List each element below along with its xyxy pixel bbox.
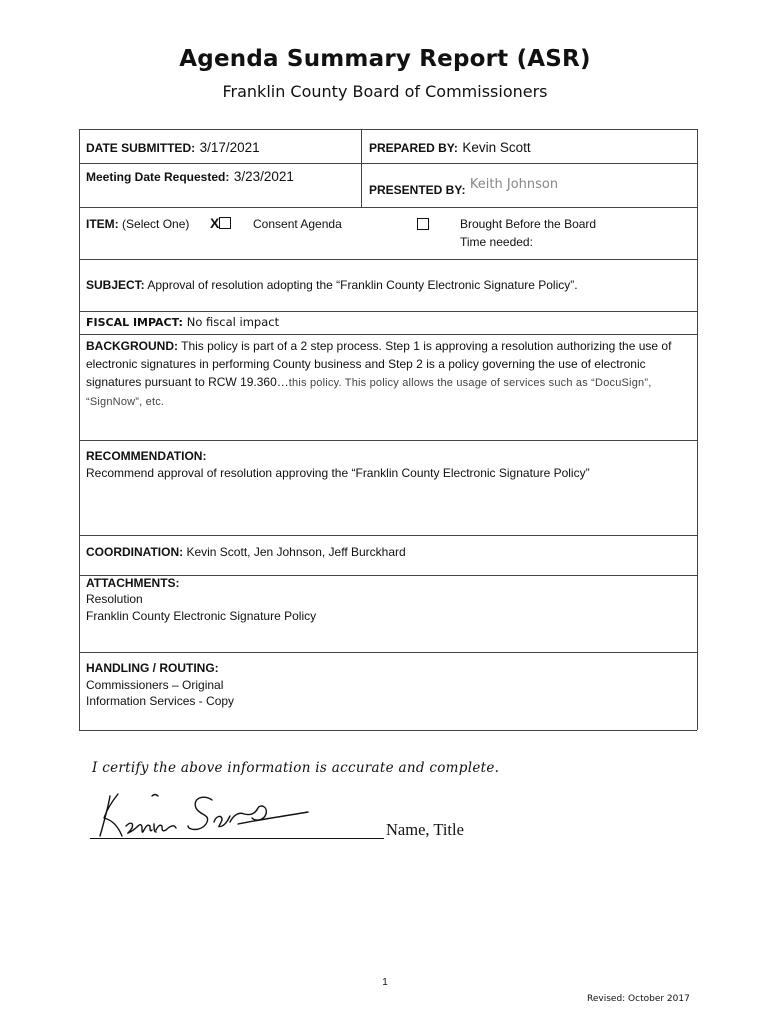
time-needed-label: Time needed: [460,235,533,249]
checkbox-mark: X [210,215,220,231]
prepared-by-label: PREPARED BY: [369,141,458,155]
background-text: This policy is part of a 2 step process. Step 1 is approving a resolution authorizing the use of electronic signatures in performing County business and Step 2 is a policy governing the use of electronic signatures pursuant to RCW 19.360… [86,339,672,389]
coordination-field [86,545,406,559]
table-divider [79,207,697,208]
handling-label: HANDLING / ROUTING: [86,661,219,675]
table-divider [79,163,697,164]
meeting-date-label: Meeting Date Requested: [86,170,230,184]
page-number: 1 [382,977,388,988]
attachment-item: Franklin County Electronic Signature Policy [86,609,317,623]
prepared-by-field [369,139,531,157]
brought-before-board-label: Brought Before the Board [460,217,597,231]
table-divider [79,440,697,441]
table-divider [79,334,697,335]
signature-line [90,838,384,839]
table-border-top [79,129,697,130]
page-title: Agenda Summary Report (ASR) [179,46,591,72]
background-field [86,337,694,411]
item-hint: (Select One) [122,217,190,231]
checkbox-icon [417,218,429,230]
background-label: BACKGROUND: [86,339,178,353]
page-subtitle: Franklin County Board of Commissioners [222,82,548,101]
checkbox-icon [219,217,231,229]
prepared-by-value: Kevin Scott [462,140,531,155]
subject-label: SUBJECT: [86,278,145,292]
certification-statement: I certify the above information is accurate and complete. [92,760,500,776]
date-submitted-value: 3/17/2021 [199,140,260,155]
presented-by-value: Keith Johnson [469,177,559,192]
date-submitted-label: DATE SUBMITTED: [86,141,196,155]
item-label: ITEM: [86,217,119,231]
table-divider [79,259,697,260]
consent-agenda-label: Consent Agenda [253,217,342,231]
consent-agenda-checkbox[interactable] [210,215,231,231]
fiscal-impact-label: FISCAL IMPACT: [86,316,183,329]
presented-by-label: PRESENTED BY: [369,183,466,197]
subject-field [86,278,578,292]
meeting-date-field [86,168,294,186]
subject-text: Approval of resolution adopting the “Franklin County Electronic Signature Policy”. [147,278,578,292]
recommendation-label: RECOMMENDATION: [86,449,207,463]
table-border-bottom [79,730,697,731]
handling-item: Commissioners – Original [86,678,224,692]
revised-date: Revised: October 2017 [587,994,690,1004]
name-title-label: Name, Title [386,820,464,839]
attachments-label: ATTACHMENTS: [86,576,180,590]
table-divider [79,652,697,653]
signature-image [88,786,318,842]
attachment-item: Resolution [86,592,143,606]
meeting-date-value: 3/23/2021 [233,169,294,184]
presented-by-field [369,177,558,199]
table-divider [79,535,697,536]
item-field [86,217,189,231]
fiscal-impact-text: No fiscal impact [186,315,280,329]
fiscal-impact-field [86,315,279,329]
coordination-label: COORDINATION: [86,545,184,559]
recommendation-text: Recommend approval of resolution approving the “Franklin County Electronic Signature Policy” [86,466,590,480]
table-column-divider [361,129,362,207]
background-text-continued: this policy. This policy allows the usage of services such as “DocuSign”, “SignNow”, etc. [86,377,652,408]
table-border-right [697,129,698,730]
brought-before-board-checkbox[interactable] [417,216,429,234]
handling-item: Information Services - Copy [86,694,235,708]
table-border-left [79,129,80,730]
date-submitted-field [86,139,260,157]
table-divider [79,311,697,312]
coordination-text: Kevin Scott, Jen Johnson, Jeff Burckhard [186,545,406,559]
